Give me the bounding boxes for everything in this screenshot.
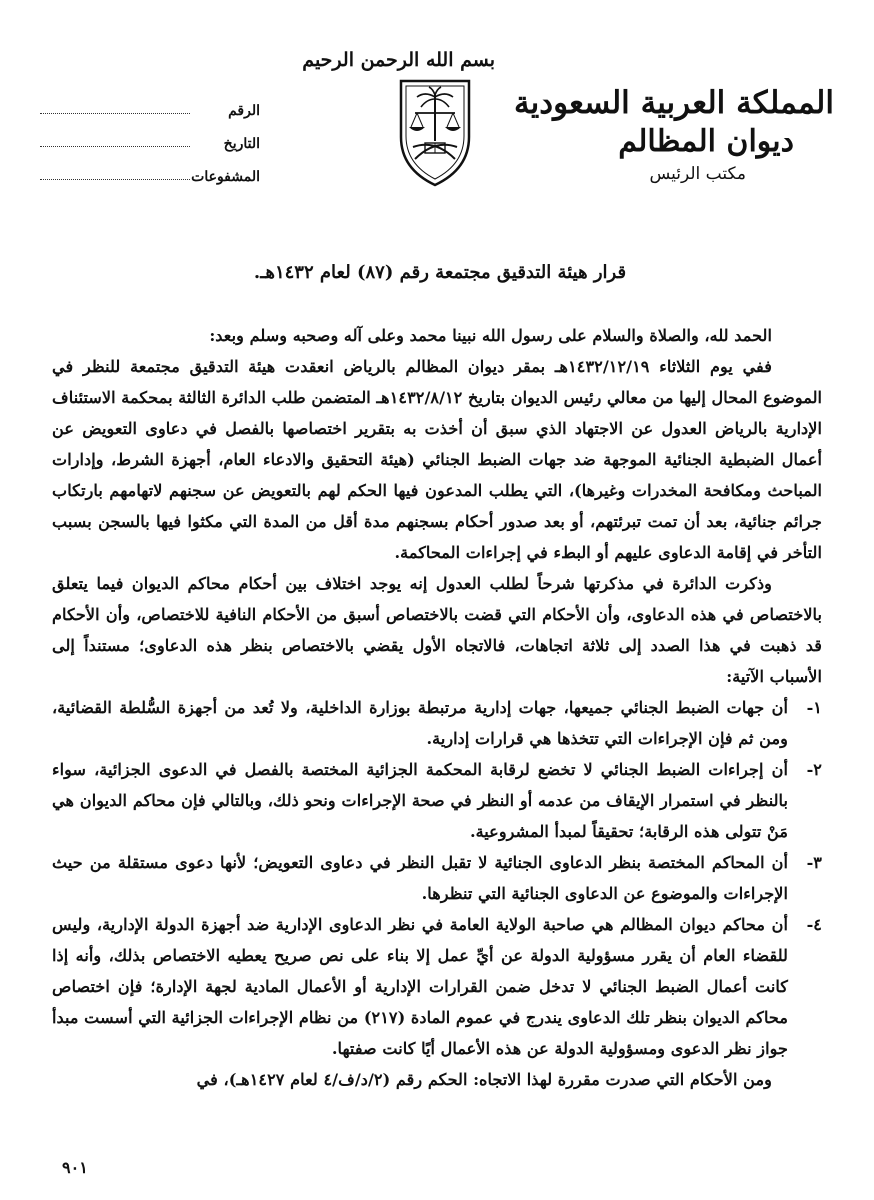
list-item <box>52 754 822 847</box>
list-item <box>52 909 822 1064</box>
list-item <box>52 692 822 754</box>
scales-emblem-icon <box>375 77 495 193</box>
list-item <box>52 847 822 909</box>
kingdom-name: المملكة العربية السعودية <box>514 85 834 121</box>
list-item-text: أن إجراءات الضبط الجنائي لا تخضع لرقابة المحكمة الجزائية المختصة بالفصل في الدعوى الجزائية، سواء بالنظر في استمرار الإيقاف من عدمه أو النظر في صحة الإجراءات ونحو ذلك، وبالتالي فإن محاكم الديوان هي مَنْ تتولى هذه الرقابة؛ تحقيقاً لمبدأ المشروعية. <box>52 760 788 841</box>
reference-date-line <box>40 145 190 147</box>
reference-fields <box>40 86 260 185</box>
page-number: ٩٠١ <box>62 1158 88 1177</box>
list-item-number: ٣- <box>806 853 822 872</box>
paragraph: وذكرت الدائرة في مذكرتها شرحاً لطلب العدول إنه يوجد اختلاف بين أحكام محاكم الديوان فيما يتعلق بالاختصاص في هذه الدعاوى، وأن الأحكام التي قضت بالاختصاص أسبق من الأحكام النافية للاختصاص، وأن الأحكام قد ذهبت في هذا الصدد إلى ثلاثة اتجاهات، فالاتجاه الأول يقضي بالاختصاص بنظر هذه الدعاوى؛ مستنداً إلى الأسباب الآتية: <box>52 574 822 686</box>
reference-date-label: التاريخ <box>223 136 260 152</box>
reference-number-line <box>40 112 190 114</box>
letterhead-right <box>514 85 834 188</box>
reference-attachments-label: المشفوعات <box>191 169 260 185</box>
opening-paragraph: الحمد لله، والصلاة والسلام على رسول الله نبينا محمد وعلى آله وصحبه وسلم وبعد: <box>209 326 772 345</box>
reference-attachments-row <box>40 152 260 185</box>
diwan-name: ديوان المظالم <box>618 123 794 159</box>
letterhead-center <box>302 48 495 193</box>
decision-title: قرار هيئة التدقيق مجتمعة رقم (٨٧) لعام ١٤٣٢هـ. <box>253 262 627 283</box>
document-body <box>52 320 822 1095</box>
list-item-number: ١- <box>806 698 822 717</box>
list-item-text: أن جهات الضبط الجنائي جميعها، جهات إدارية مرتبطة بوزارة الداخلية، ولا تُعد من أجهزة السُّلطة القضائية، ومن ثم فإن الإجراءات التي تتخذها هي قرارات إدارية. <box>52 698 788 748</box>
office-name: مكتب الرئيس <box>649 163 746 184</box>
paragraph: ففي يوم الثلاثاء ١٤٣٢/١٢/١٩هـ بمقر ديوان المظالم بالرياض انعقدت هيئة التدقيق مجتمعة للنظر في الموضوع المحال إليها من معالي رئيس الديوان بتاريخ ١٤٣٢/٨/١٢هـ المتضمن طلب الدائرة الثالثة بمحكمة الاستئناف الإدارية بالرياض العدول عن الاجتهاد الذي سبق أن أخذت به بتقرير اختصاصها بالفصل في دعاوى التعويض عن أعمال الضبطية الجنائية الموجهة ضد جهات الضبط الجنائي (هيئة التحقيق والادعاء العام، أجهزة الشرط، وإدارات المباحث ومكافحة المخدرات وغيرها)، التي يطلب المدعون فيها الحكم لهم بالتعويض عن سجنهم لاتهامهم بارتكاب جرائم جنائية، بعد أن تمت تبرئتهم، أو بعد صدور أحكام بسجنهم مدة أقل من المدة التي مكثوا فيها بالسجن بسبب التأخر في إقامة الدعاوى عليهم أو البطء في إجراءات المحاكمة. <box>52 357 822 562</box>
reference-date-row <box>40 119 260 152</box>
reference-attachments-line <box>40 178 190 180</box>
list-item-number: ٢- <box>806 760 822 779</box>
basmala: بسم الله الرحمن الرحيم <box>302 49 495 71</box>
reference-number-row <box>40 86 260 119</box>
list-item-text: أن المحاكم المختصة بنظر الدعاوى الجنائية لا تقبل النظر في دعاوى التعويض؛ لأنها دعوى مستقلة من حيث الإجراءات والموضوع عن الدعاوى الجنائية التي تنظرها. <box>52 853 788 903</box>
reference-number-label: الرقم <box>228 103 260 119</box>
closing-paragraph: ومن الأحكام التي صدرت مقررة لهذا الاتجاه: الحكم رقم (٢/د/ف/٤ لعام ١٤٢٧هـ)، في <box>196 1070 772 1089</box>
list-item-text: أن محاكم ديوان المظالم هي صاحبة الولاية العامة في نظر الدعاوى الإدارية ضد أجهزة الدولة الإدارية، وليس للقضاء العام أن يقرر مسؤولية الدولة عن أيِّ عمل إلا بناء على نص صريح يعطيه الاختصاص بذلك، وأنه إذا كانت أعمال الضبط الجنائي لا تدخل ضمن القرارات الإدارية أو الأعمال المادية لجهة الإدارة؛ فإن اختصاص محاكم الديوان بنظر تلك الدعاوى يندرج في عموم المادة (٢١٧) من نظام الإجراءات الجزائية التي أسست مبدأ جواز نظر الدعوى ومسؤولية الدولة عن هذه الأعمال أيًا كانت صفتها. <box>52 915 788 1058</box>
list-item-number: ٤- <box>806 915 822 934</box>
